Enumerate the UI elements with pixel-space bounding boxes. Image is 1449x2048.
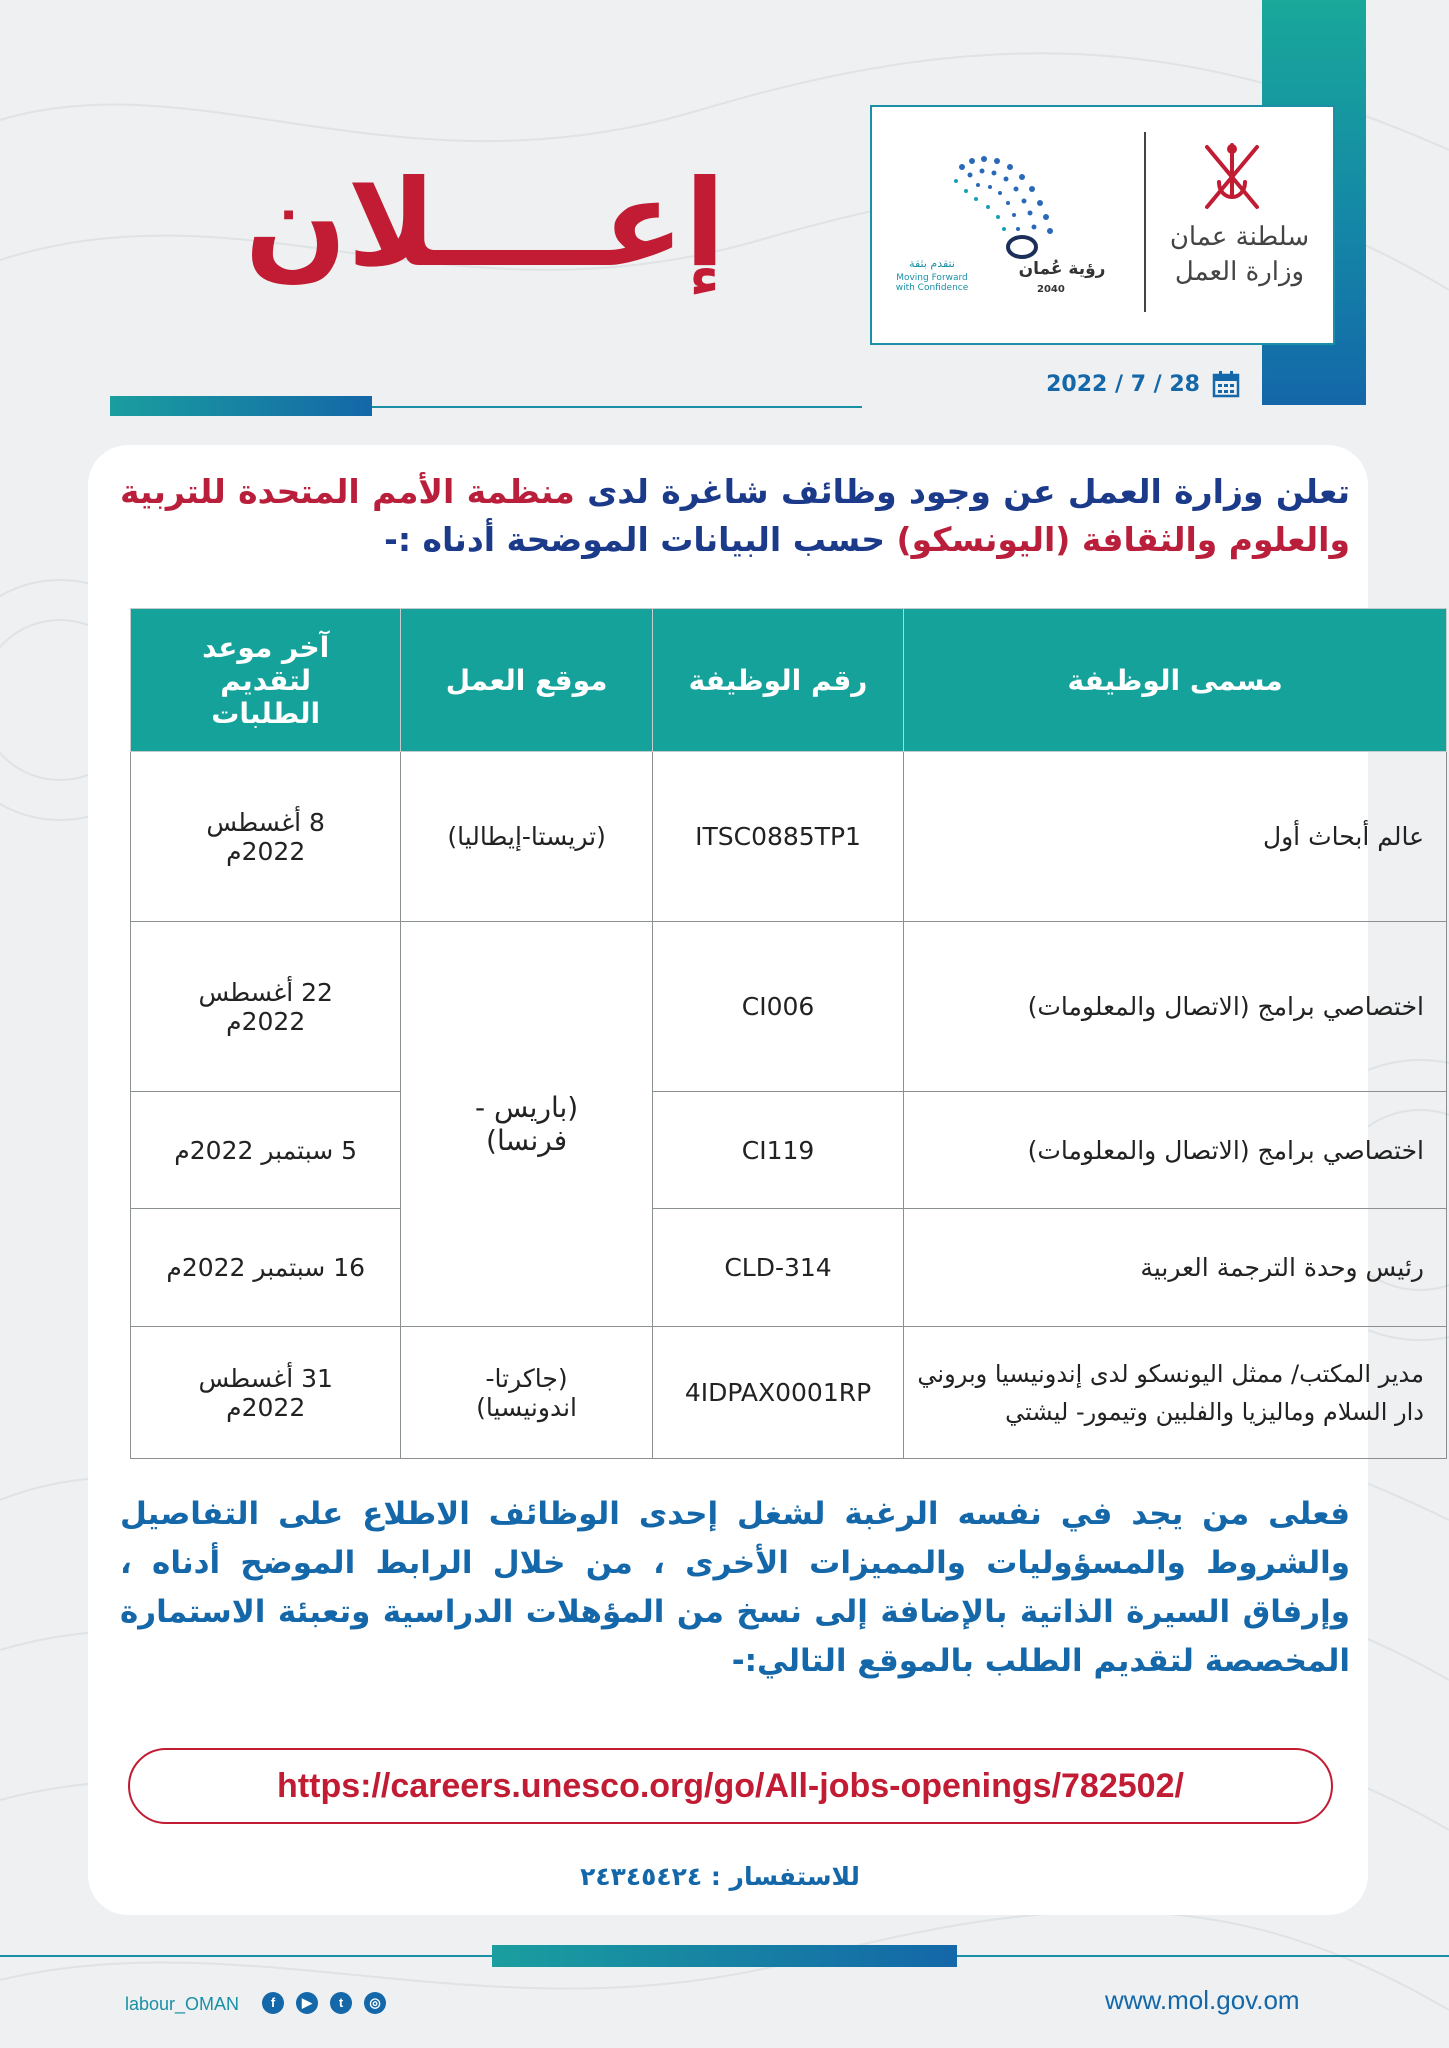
inquiry-phone: للاستفسار : ٢٤٣٤٥٤٢٤: [580, 1862, 860, 1891]
deadline-cell: 5 سبتمبر 2022م: [131, 1092, 401, 1209]
ministry-name-line2: وزارة العمل: [1174, 257, 1305, 287]
header-divider-thick: [110, 396, 372, 416]
job-number-cell: CI119: [652, 1092, 903, 1209]
header-divider-thin: [372, 406, 862, 408]
announcement-date: 2022 / 7 / 28: [1046, 372, 1200, 397]
intro-text-part1: تعلن وزارة العمل عن وجود وظائف شاغرة لدى: [574, 472, 1350, 511]
table-row: [131, 922, 1447, 1092]
jobs-table: [130, 608, 1447, 1459]
application-link-box[interactable]: [128, 1748, 1333, 1824]
job-number-cell: 4IDPAX0001RP: [652, 1327, 903, 1459]
job-number-cell: CI006: [652, 922, 903, 1092]
header-deadline: آخر موعد لتقديم الطلبات: [131, 609, 401, 752]
facebook-icon[interactable]: f: [262, 1992, 284, 2014]
announcement-title: إعــــلان: [244, 155, 726, 294]
oman-emblem-icon: [1197, 137, 1267, 217]
table-row: [131, 1092, 1447, 1209]
location-cell: (جاكرتا- اندونيسيا): [401, 1327, 652, 1459]
deadline-cell: 22 أغسطس 2022م: [131, 922, 401, 1092]
table-row: [131, 1209, 1447, 1327]
intro-organization: منظمة الأمم المتحدة للتربية والعلوم والثقافة (اليونسكو): [120, 472, 1350, 559]
job-title-cell: رئيس وحدة الترجمة العربية: [904, 1209, 1447, 1327]
vision-title: رؤية عُمان: [1018, 259, 1106, 279]
table-header-row: [131, 609, 1447, 752]
header-job-number: رقم الوظيفة: [652, 609, 903, 752]
logo-divider: [1144, 132, 1146, 312]
header-location: موقع العمل: [401, 609, 652, 752]
job-title-cell: اختصاصي برامج (الاتصال والمعلومات): [904, 1092, 1447, 1209]
call-to-action-paragraph: فعلى من يجد في نفسه الرغبة لشغل إحدى الوظائف الاطلاع على التفاصيل والشروط والمسؤوليات والمميزات الأخرى ، من خلال الرابط الموضح أدناه ، وإرفاق السيرة الذاتية بالإضافة إلى نسخ من المؤهلات الدراسية وتعبئة الاستمارة المخصصة لتقديم الطلب بالموقع التالي:-: [120, 1496, 1350, 1679]
date-row: [1000, 370, 1240, 400]
instagram-icon[interactable]: ◎: [364, 1992, 386, 2014]
deadline-cell: 16 سبتمبر 2022م: [131, 1209, 401, 1327]
deadline-cell: 31 أغسطس 2022م: [131, 1327, 401, 1459]
ministry-name-line1: سلطنة عمان: [1169, 222, 1310, 252]
website-link[interactable]: www.mol.gov.om: [1105, 1985, 1300, 2015]
intro-paragraph: [120, 468, 1350, 564]
footer-divider-thick: [492, 1945, 957, 1967]
tagline-english: Moving Forward with Confidence: [895, 273, 969, 293]
location-cell: (باريس - فرنسا): [401, 922, 652, 1327]
vision-2040-logo-icon: [942, 147, 1082, 267]
job-number-cell: ITSC0885TP1: [652, 752, 903, 922]
application-link[interactable]: https://careers.unesco.org/go/All-jobs-openings/782502/: [277, 1767, 1184, 1805]
job-title-cell: عالم أبحاث أول: [904, 752, 1447, 922]
jobs-table-wrapper: [130, 608, 1447, 1458]
logo-panel: [870, 105, 1335, 345]
deadline-cell: 8 أغسطس 2022م: [131, 752, 401, 922]
vision-year: 2040: [1037, 284, 1065, 295]
tagline-arabic: نتقدم بثقة: [909, 257, 955, 270]
table-row: [131, 752, 1447, 922]
job-number-cell: CLD-314: [652, 1209, 903, 1327]
table-row: [131, 1327, 1447, 1459]
social-handle: labour_OMAN: [125, 1994, 240, 2014]
job-title-cell: مدير المكتب/ ممثل اليونسكو لدى إندونيسيا وبروني دار السلام وماليزيا والفلبين وتيمور- ليشتي: [904, 1327, 1447, 1459]
location-cell: (تريستا-إيطاليا): [401, 752, 652, 922]
header-job-title: مسمى الوظيفة: [904, 609, 1447, 752]
job-title-cell: اختصاصي برامج (الاتصال والمعلومات): [904, 922, 1447, 1092]
youtube-icon[interactable]: ▶: [296, 1992, 318, 2014]
twitter-icon[interactable]: t: [330, 1992, 352, 2014]
calendar-icon: [1212, 370, 1240, 398]
intro-text-part2: حسب البيانات الموضحة أدناه :-: [384, 520, 897, 559]
